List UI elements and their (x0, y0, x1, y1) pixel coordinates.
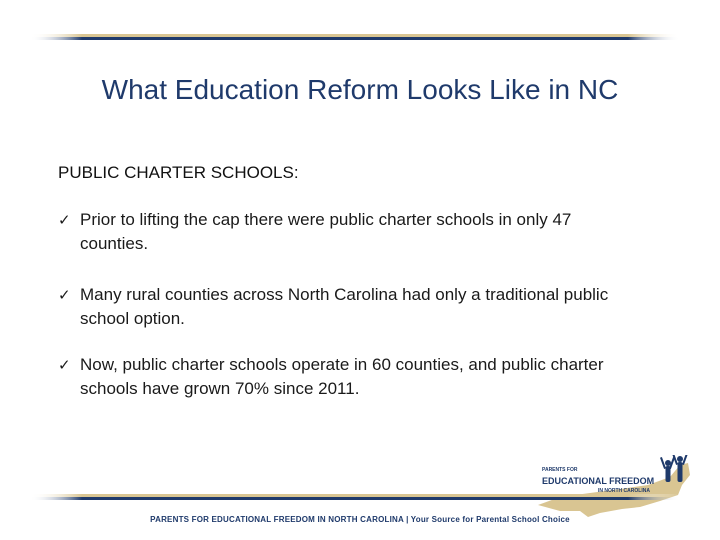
bullet-item (58, 208, 638, 256)
section-heading: PUBLIC CHARTER SCHOOLS: (58, 163, 299, 182)
footer-text: PARENTS FOR EDUCATIONAL FREEDOM IN NORTH CAROLINA | Your Source for Parental School Choice (150, 515, 570, 524)
slide-title: What Education Reform Looks Like in NC (101, 74, 619, 105)
checkmark-icon: ✓ (58, 211, 71, 229)
logo-line2: EDUCATIONAL FREEDOM (542, 476, 655, 486)
bullet-text: Now, public charter schools operate in 60 counties, and public charter schools have grown 70% since 2011. (80, 355, 604, 398)
checkmark-icon: ✓ (58, 356, 71, 374)
logo-line3: IN NORTH CAROLINA (598, 488, 650, 494)
bullet-text: Many rural counties across North Carolina had only a traditional public school option. (80, 285, 609, 328)
north-carolina-map-logo (530, 455, 700, 520)
logo-line1: PARENTS FOR (542, 467, 578, 473)
top-divider (30, 34, 680, 42)
bullet-item (58, 353, 638, 401)
bullet-item (58, 283, 638, 331)
bullet-text: Prior to lifting the cap there were public charter schools in only 47 counties. (80, 210, 572, 253)
bottom-divider (30, 494, 680, 502)
checkmark-icon: ✓ (58, 286, 71, 304)
